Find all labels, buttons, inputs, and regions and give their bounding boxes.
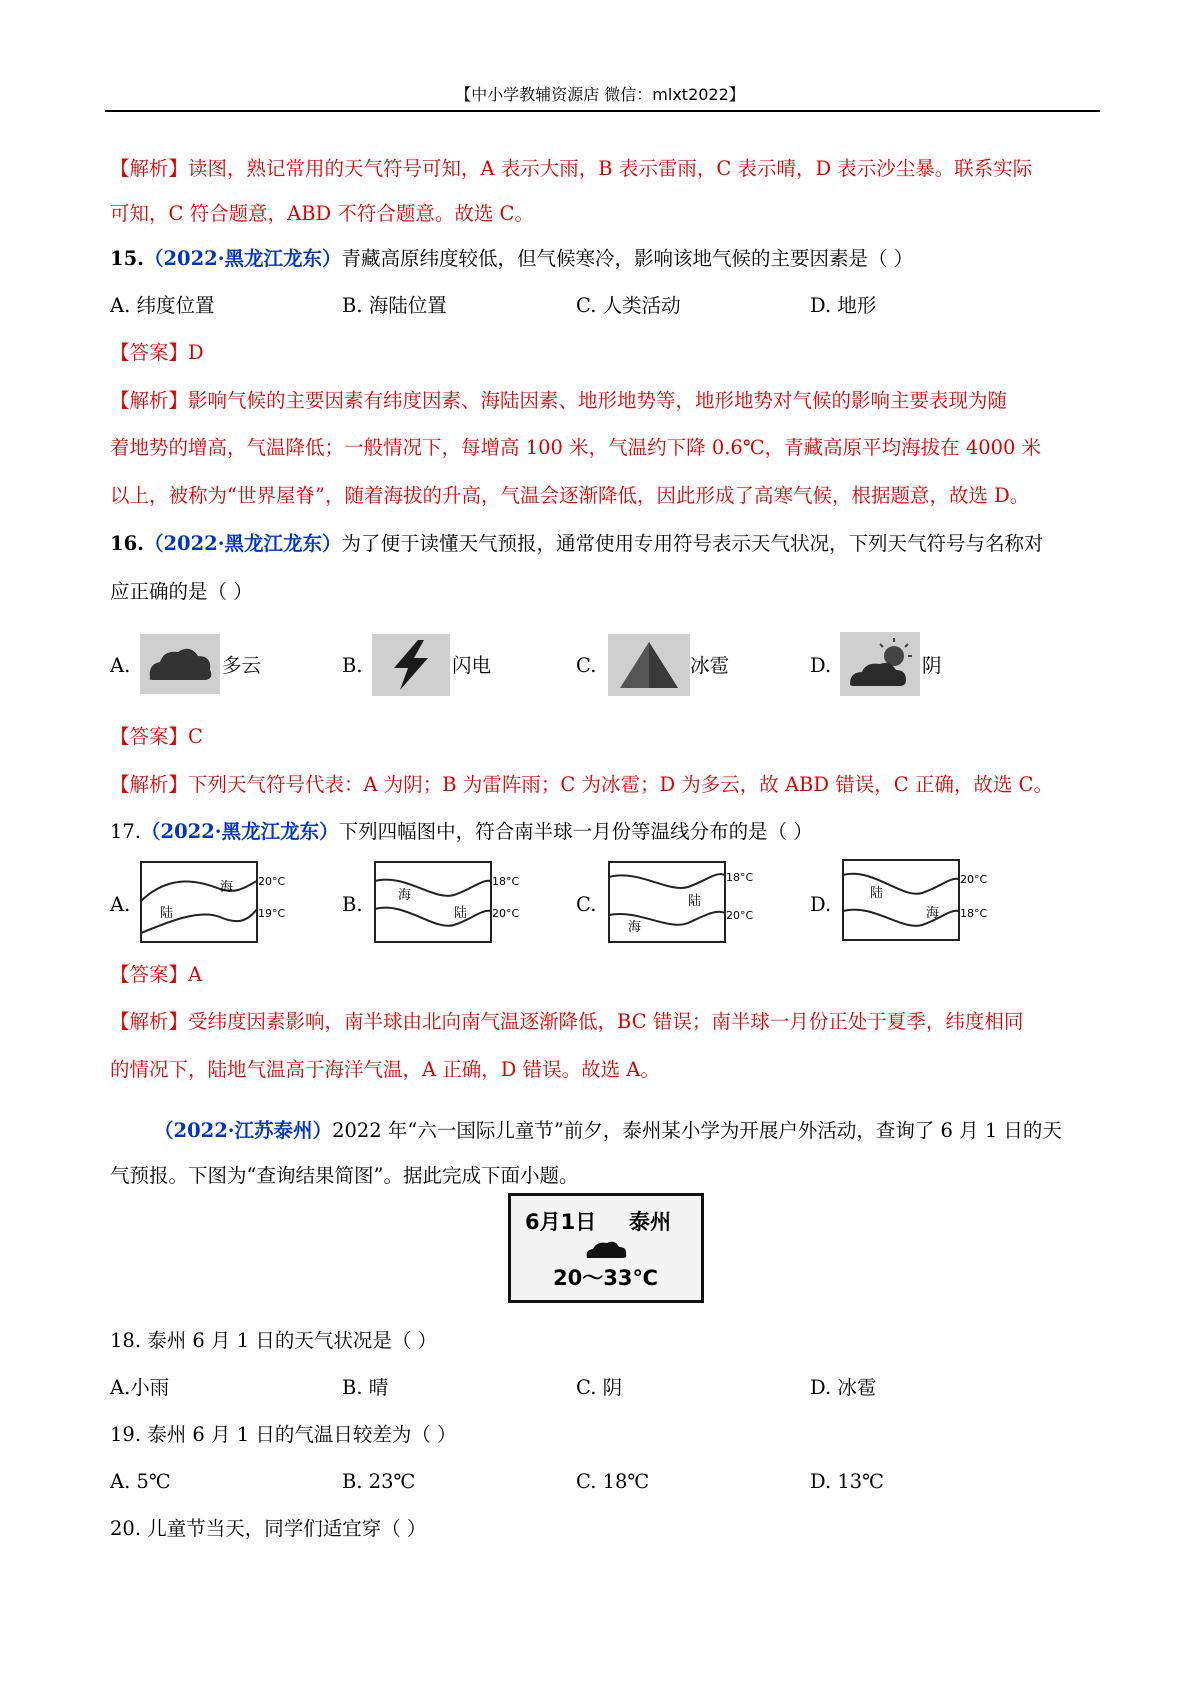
sea-label: 海 bbox=[398, 888, 412, 903]
q18-option-b: B. 晴 bbox=[342, 1376, 389, 1399]
q18-option-c: C. 阴 bbox=[576, 1376, 623, 1399]
q16-option-d-name: 阴 bbox=[922, 654, 942, 677]
q17-stem: 17.（2022·黑龙江龙东）下列四幅图中，符合南半球一月份等温线分布的是（ ） bbox=[110, 820, 813, 843]
q16-option-b-name: 闪电 bbox=[452, 654, 492, 677]
q15-option-d: D. 地形 bbox=[810, 294, 877, 317]
q16-source: （2022·黑龙江龙东） bbox=[143, 532, 342, 555]
q17-option-b-letter: B. bbox=[342, 893, 363, 916]
q17-option-a-letter: A. bbox=[110, 893, 131, 916]
q14-analysis-line-1: 【解析】读图，熟记常用的天气符号可知，A 表示大雨，B 表示雷雨，C 表示晴，D 表示沙尘暴。联系实际 bbox=[110, 157, 1033, 180]
hail-triangle-icon bbox=[608, 634, 690, 696]
q15-option-b: B. 海陆位置 bbox=[342, 294, 447, 317]
q14-analysis-line-2: 可知，C 符合题意，ABD 不符合题意。故选 C。 bbox=[110, 202, 534, 225]
q15-answer: 【答案】D bbox=[110, 341, 204, 364]
q19-option-c: C. 18℃ bbox=[576, 1470, 650, 1493]
isotherm-map-c bbox=[608, 861, 760, 943]
q16-answer: 【答案】C bbox=[110, 725, 203, 748]
q19-stem: 19. 泰州 6 月 1 日的气温日较差为（ ） bbox=[110, 1423, 457, 1446]
sun-cloud-icon bbox=[840, 632, 920, 696]
q18-option-a: A.小雨 bbox=[110, 1376, 170, 1399]
land-label: 陆 bbox=[454, 906, 468, 921]
land-label: 陆 bbox=[870, 886, 884, 901]
q16-option-c-letter: C. bbox=[576, 654, 597, 677]
q16-stem-line-1: 16.（2022·黑龙江龙东）为了便于读懂天气预报，通常使用专用符号表示天气状况，下列天气符号与名称对 bbox=[110, 532, 1044, 555]
isotherm-top-label: 20°C bbox=[960, 873, 988, 886]
q17-analysis-line-2: 的情况下，陆地气温高于海洋气温，A 正确，D 错误。故选 A。 bbox=[110, 1058, 660, 1081]
q16-option-d-letter: D. bbox=[810, 654, 832, 677]
isotherm-bottom-label: 20°C bbox=[726, 909, 754, 922]
forecast-temperature: 20～33℃ bbox=[553, 1266, 658, 1290]
land-label: 陆 bbox=[160, 906, 174, 921]
sea-label: 海 bbox=[628, 920, 642, 935]
cloud-icon bbox=[140, 634, 220, 694]
isotherm-map-b bbox=[374, 861, 526, 943]
isotherm-bottom-label: 19°C bbox=[258, 907, 286, 920]
forecast-date: 6月1日 bbox=[525, 1210, 597, 1234]
page-header: 【中小学教辅资源店 微信：mlxt2022】 bbox=[455, 85, 745, 104]
isotherm-bottom-label: 18°C bbox=[960, 907, 988, 920]
group-source: （2022·江苏泰州） bbox=[154, 1119, 333, 1142]
q16-analysis: 【解析】下列天气符号代表：A 为阴；B 为雷阵雨；C 为冰雹；D 为多云，故 ABD 错误，C 正确，故选 C。 bbox=[110, 773, 1053, 796]
isotherm-top-label: 18°C bbox=[726, 871, 754, 884]
isotherm-top-label: 18°C bbox=[492, 875, 520, 888]
q16-option-c-name: 冰雹 bbox=[690, 654, 730, 677]
weather-forecast-card bbox=[508, 1193, 704, 1303]
q17-source: （2022·黑龙江龙东） bbox=[141, 820, 339, 843]
lightning-icon bbox=[372, 634, 450, 696]
q15-analysis-line-3: 以上，被称为“世界屋脊”，随着海拔的升高，气温会逐渐降低，因此形成了高寒气候，根据题意，故选 D。 bbox=[110, 484, 1030, 507]
q15-option-c: C. 人类活动 bbox=[576, 294, 681, 317]
q17-analysis-line-1: 【解析】受纬度因素影响，南半球由北向南气温逐渐降低，BC 错误；南半球一月份正处于夏季，纬度相同 bbox=[110, 1010, 1024, 1033]
q16-stem-line-2: 应正确的是（ ） bbox=[110, 580, 253, 603]
q16-option-b-letter: B. bbox=[342, 654, 363, 677]
q15-analysis-line-2: 着地势的增高，气温降低；一般情况下，每增高 100 米，气温约下降 0.6℃，青藏高原平均海拔在 4000 米 bbox=[110, 436, 1042, 459]
q19-option-d: D. 13℃ bbox=[810, 1470, 884, 1493]
q19-option-a: A. 5℃ bbox=[110, 1470, 171, 1493]
sea-label: 海 bbox=[926, 906, 940, 921]
land-label: 陆 bbox=[688, 894, 702, 909]
q16-option-a-letter: A. bbox=[110, 654, 131, 677]
q20-stem: 20. 儿童节当天，同学们适宜穿（ ） bbox=[110, 1517, 427, 1540]
isotherm-bottom-label: 20°C bbox=[492, 907, 520, 920]
q15-analysis-line-1: 【解析】影响气候的主要因素有纬度因素、海陆因素、地形地势等，地形地势对气候的影响主要表现为随 bbox=[110, 389, 1008, 412]
q15-stem: 15.（2022·黑龙江龙东）青藏高原纬度较低，但气候寒冷，影响该地气候的主要因素是（ ） bbox=[110, 247, 914, 270]
header-rule bbox=[105, 110, 1100, 112]
isotherm-map-a bbox=[140, 861, 292, 943]
q19-option-b: B. 23℃ bbox=[342, 1470, 416, 1493]
cloudy-icon bbox=[583, 1238, 629, 1260]
group-intro-line-1: （2022·江苏泰州）2022 年“六一国际儿童节”前夕，泰州某小学为开展户外活动，查询了 6 月 1 日的天 bbox=[154, 1119, 1062, 1142]
q15-source: （2022·黑龙江龙东） bbox=[143, 247, 342, 270]
group-intro-line-2: 气预报。下图为“查询结果简图”。据此完成下面小题。 bbox=[110, 1164, 579, 1187]
q17-option-c-letter: C. bbox=[576, 893, 597, 916]
q16-option-a-name: 多云 bbox=[222, 654, 262, 677]
analysis-label: 【解析】 bbox=[110, 157, 189, 180]
q18-option-d: D. 冰雹 bbox=[810, 1376, 877, 1399]
forecast-city: 泰州 bbox=[629, 1210, 671, 1234]
q17-option-d-letter: D. bbox=[810, 893, 832, 916]
q18-stem: 18. 泰州 6 月 1 日的天气状况是（ ） bbox=[110, 1329, 438, 1352]
q17-answer: 【答案】A bbox=[110, 963, 203, 986]
isotherm-top-label: 20°C bbox=[258, 875, 286, 888]
q15-option-a: A. 纬度位置 bbox=[110, 294, 215, 317]
sea-label: 海 bbox=[220, 880, 234, 895]
isotherm-map-d bbox=[842, 859, 994, 941]
